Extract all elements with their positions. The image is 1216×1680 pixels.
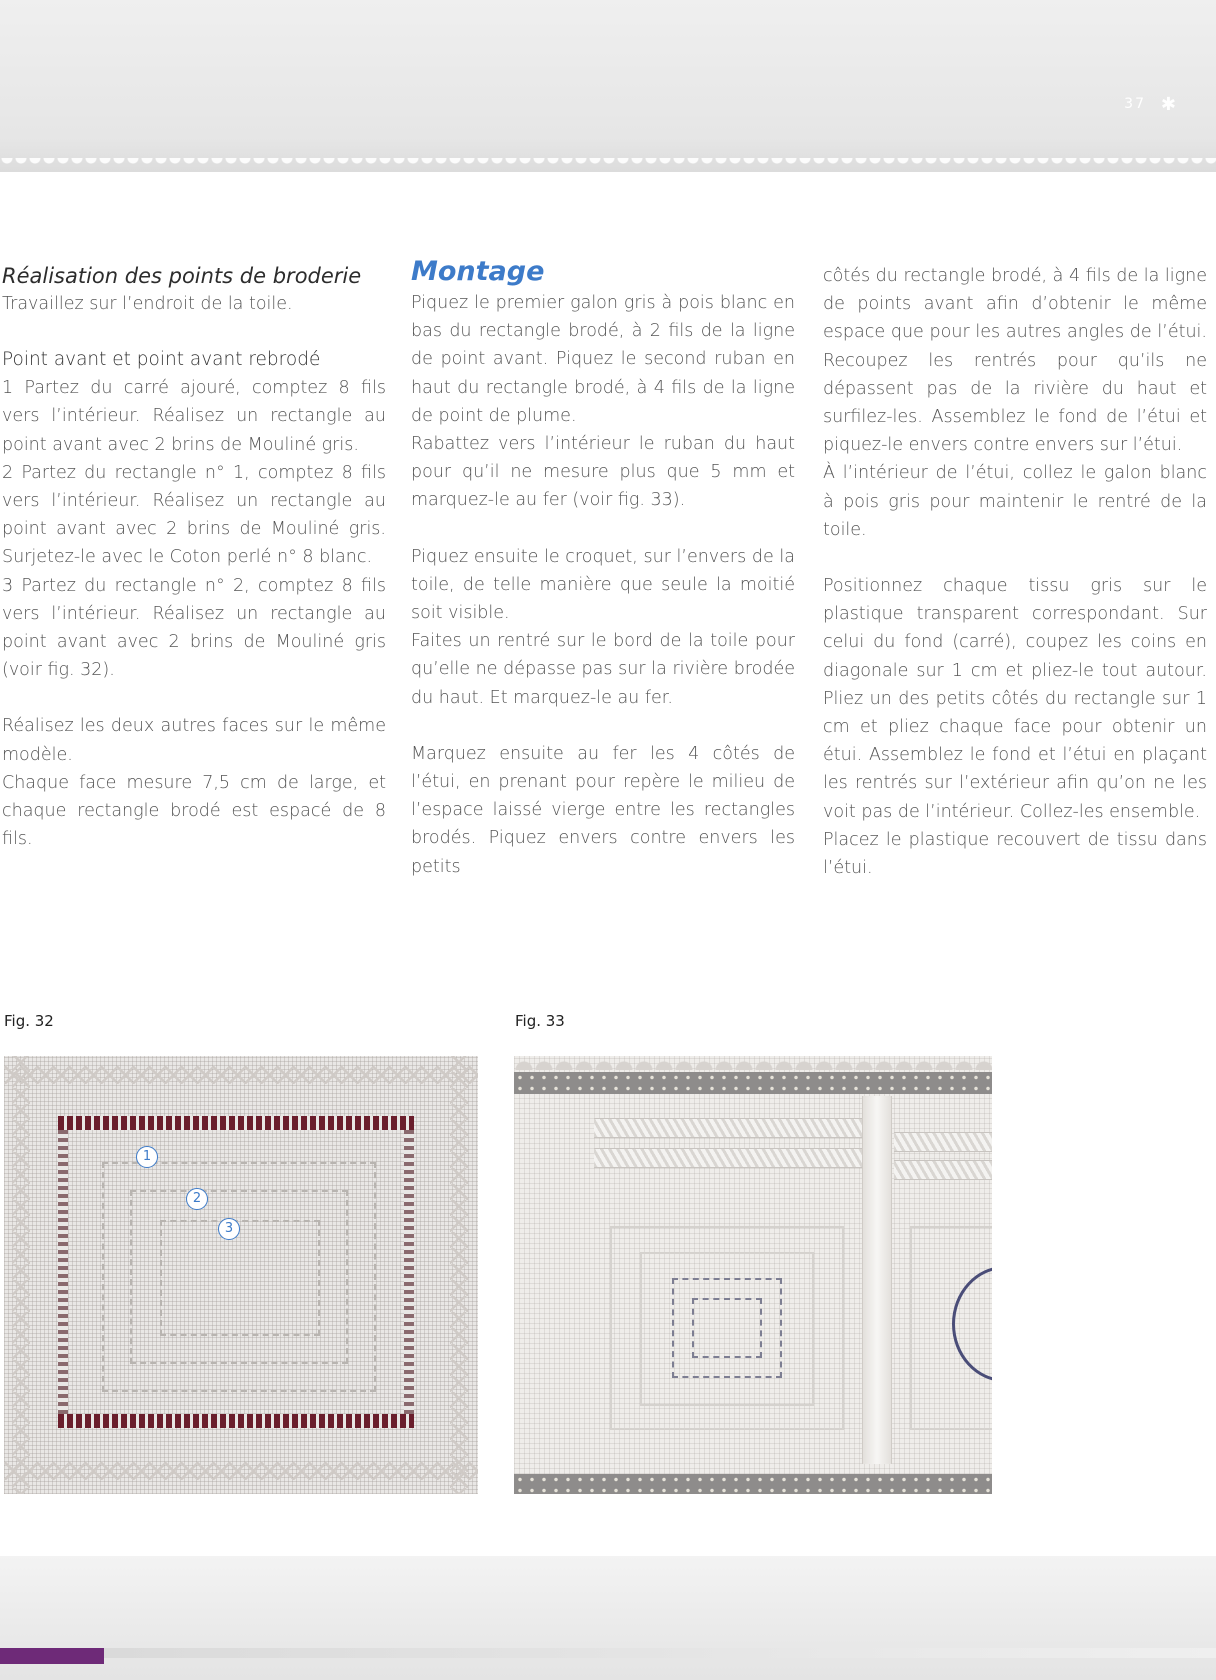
hemstitch-bottom: [58, 1414, 414, 1428]
heading-embroidery: Réalisation des points de broderie: [2, 264, 362, 288]
paragraph-measure: Chaque face mesure 7,5 cm de large, et chaque rectangle brodé est espacé de 8 fils.: [2, 772, 386, 850]
heading-montage: Montage: [411, 256, 545, 287]
marker-2: 2: [186, 1188, 208, 1210]
hemstitch-top: [58, 1116, 414, 1130]
step-1: 1 Partez du carré ajouré, comptez 8 fils vers l’intérieur. Réalisez un rectangle au point avant avec 2 brins de Mouliné gris.: [2, 378, 386, 455]
snowflake-icon: ✱: [1160, 94, 1176, 115]
fig-33-photo: [514, 1056, 992, 1494]
montage-paragraph-4: Faites un rentré sur le bord de la toile pour qu’elle ne dépasse pas sur la rivière brodée du haut. Et marquez-le au fer.: [411, 631, 795, 708]
column-montage-continued: [823, 262, 1207, 882]
column-embroidery: [2, 262, 386, 853]
fig-32-photo: [4, 1056, 478, 1494]
continued-paragraph-3: Positionnez chaque tissu gris sur le plastique transparent correspondant. Sur celui du fond (carré), coupez les coins en diagonale sur 1 cm et pliez-le tout autour. Pliez un des petits côtés du rectangle sur 1 cm et pliez chaque face pour obtenir un étui. Assemblez le fond et l’étui en plaçant les rentrés sur l’extérieur afin qu’on ne les voit pas de l’intérieur. Collez-les ensemble.: [823, 576, 1207, 822]
montage-paragraph-3: Piquez ensuite le croquet, sur l’envers de la toile, de telle manière que seule la moitié soit visible.: [411, 546, 795, 624]
footer-accent: [0, 1648, 104, 1664]
montage-paragraph-5: Marquez ensuite au fer les 4 côtés de l’étui, en prenant pour repère le milieu de l’espace laissé vierge entre les rectangles brodés. Piquez envers contre envers les petits: [411, 743, 795, 877]
footer-band: [0, 1556, 1216, 1680]
zigzag-border-top: [4, 1066, 478, 1084]
page-number: 37: [1124, 96, 1146, 112]
footer-bar: [0, 1648, 1216, 1658]
marker-3: 3: [218, 1218, 240, 1240]
embroidered-band-1: [594, 1118, 864, 1138]
continued-paragraph-4: Placez le plastique recouvert de tissu dans l’étui.: [823, 829, 1207, 879]
hemstitch-left: [58, 1130, 68, 1414]
fig-32-label: Fig. 32: [4, 1012, 54, 1030]
stitched-square-inner: [692, 1298, 762, 1358]
zigzag-border-left: [12, 1056, 30, 1494]
embroidered-band-4: [894, 1160, 992, 1180]
fig-33-label: Fig. 33: [515, 1012, 565, 1030]
marker-1: 1: [136, 1146, 158, 1168]
dotted-ribbon-bottom: [514, 1474, 992, 1494]
lace-border: [0, 158, 1216, 172]
montage-paragraph-1: Piquez le premier galon gris à pois blanc en bas du rectangle brodé, à 2 fils de la ligne de point avant. Piquez le second ruban en haut du rectangle brodé, à 4 fils de la ligne de point de plume.: [411, 293, 795, 426]
step-2: 2 Partez du rectangle n° 1, comptez 8 fils vers l’intérieur. Réalisez un rectangle au point avant avec 2 brins de Mouliné gris. Surjetez-le avec le Coton perlé n° 8 blanc.: [2, 462, 386, 568]
intro-text: Travaillez sur l’endroit de la toile.: [2, 294, 293, 314]
step-3: 3 Partez du rectangle n° 2, comptez 8 fils vers l’intérieur. Réalisez un rectangle au point avant avec 2 brins de Mouliné gris (voir fig. 32).: [2, 575, 386, 681]
column-montage: [411, 256, 795, 881]
zigzag-border-right: [450, 1056, 468, 1494]
hemstitch-right: [404, 1130, 414, 1414]
paragraph-faces: Réalisez les deux autres faces sur le même modèle.: [2, 716, 386, 765]
dotted-ribbon-top: [514, 1072, 992, 1094]
seam-fold: [862, 1096, 892, 1464]
zigzag-border-bottom: [4, 1462, 478, 1480]
stitched-rectangle-3: [160, 1220, 320, 1336]
embroidered-band-2: [594, 1148, 864, 1168]
continued-paragraph-2: À l’intérieur de l’étui, collez le galon blanc à pois gris pour maintenir le rentré de la toile.: [823, 463, 1207, 540]
header-band: [0, 0, 1216, 172]
subheading-point-avant: Point avant et point avant rebrodé: [2, 349, 321, 371]
embroidered-band-3: [894, 1132, 992, 1152]
montage-paragraph-2: Rabattez vers l’intérieur le ruban du haut pour qu’il ne mesure plus que 5 mm et marquez-le au fer (voir fig. 33).: [411, 434, 795, 511]
continued-paragraph-1: côtés du rectangle brodé, à 4 fils de la ligne de points avant afin d’obtenir le même espace que pour les autres angles de l’étui. Recoupez les rentrés pour qu’ils ne dépassent pas de la rivière du haut et surfilez-les. Assemblez le fond de l’étui et piquez-le envers contre envers sur l’étui.: [823, 266, 1207, 456]
ric-rac-trim: [514, 1056, 992, 1070]
